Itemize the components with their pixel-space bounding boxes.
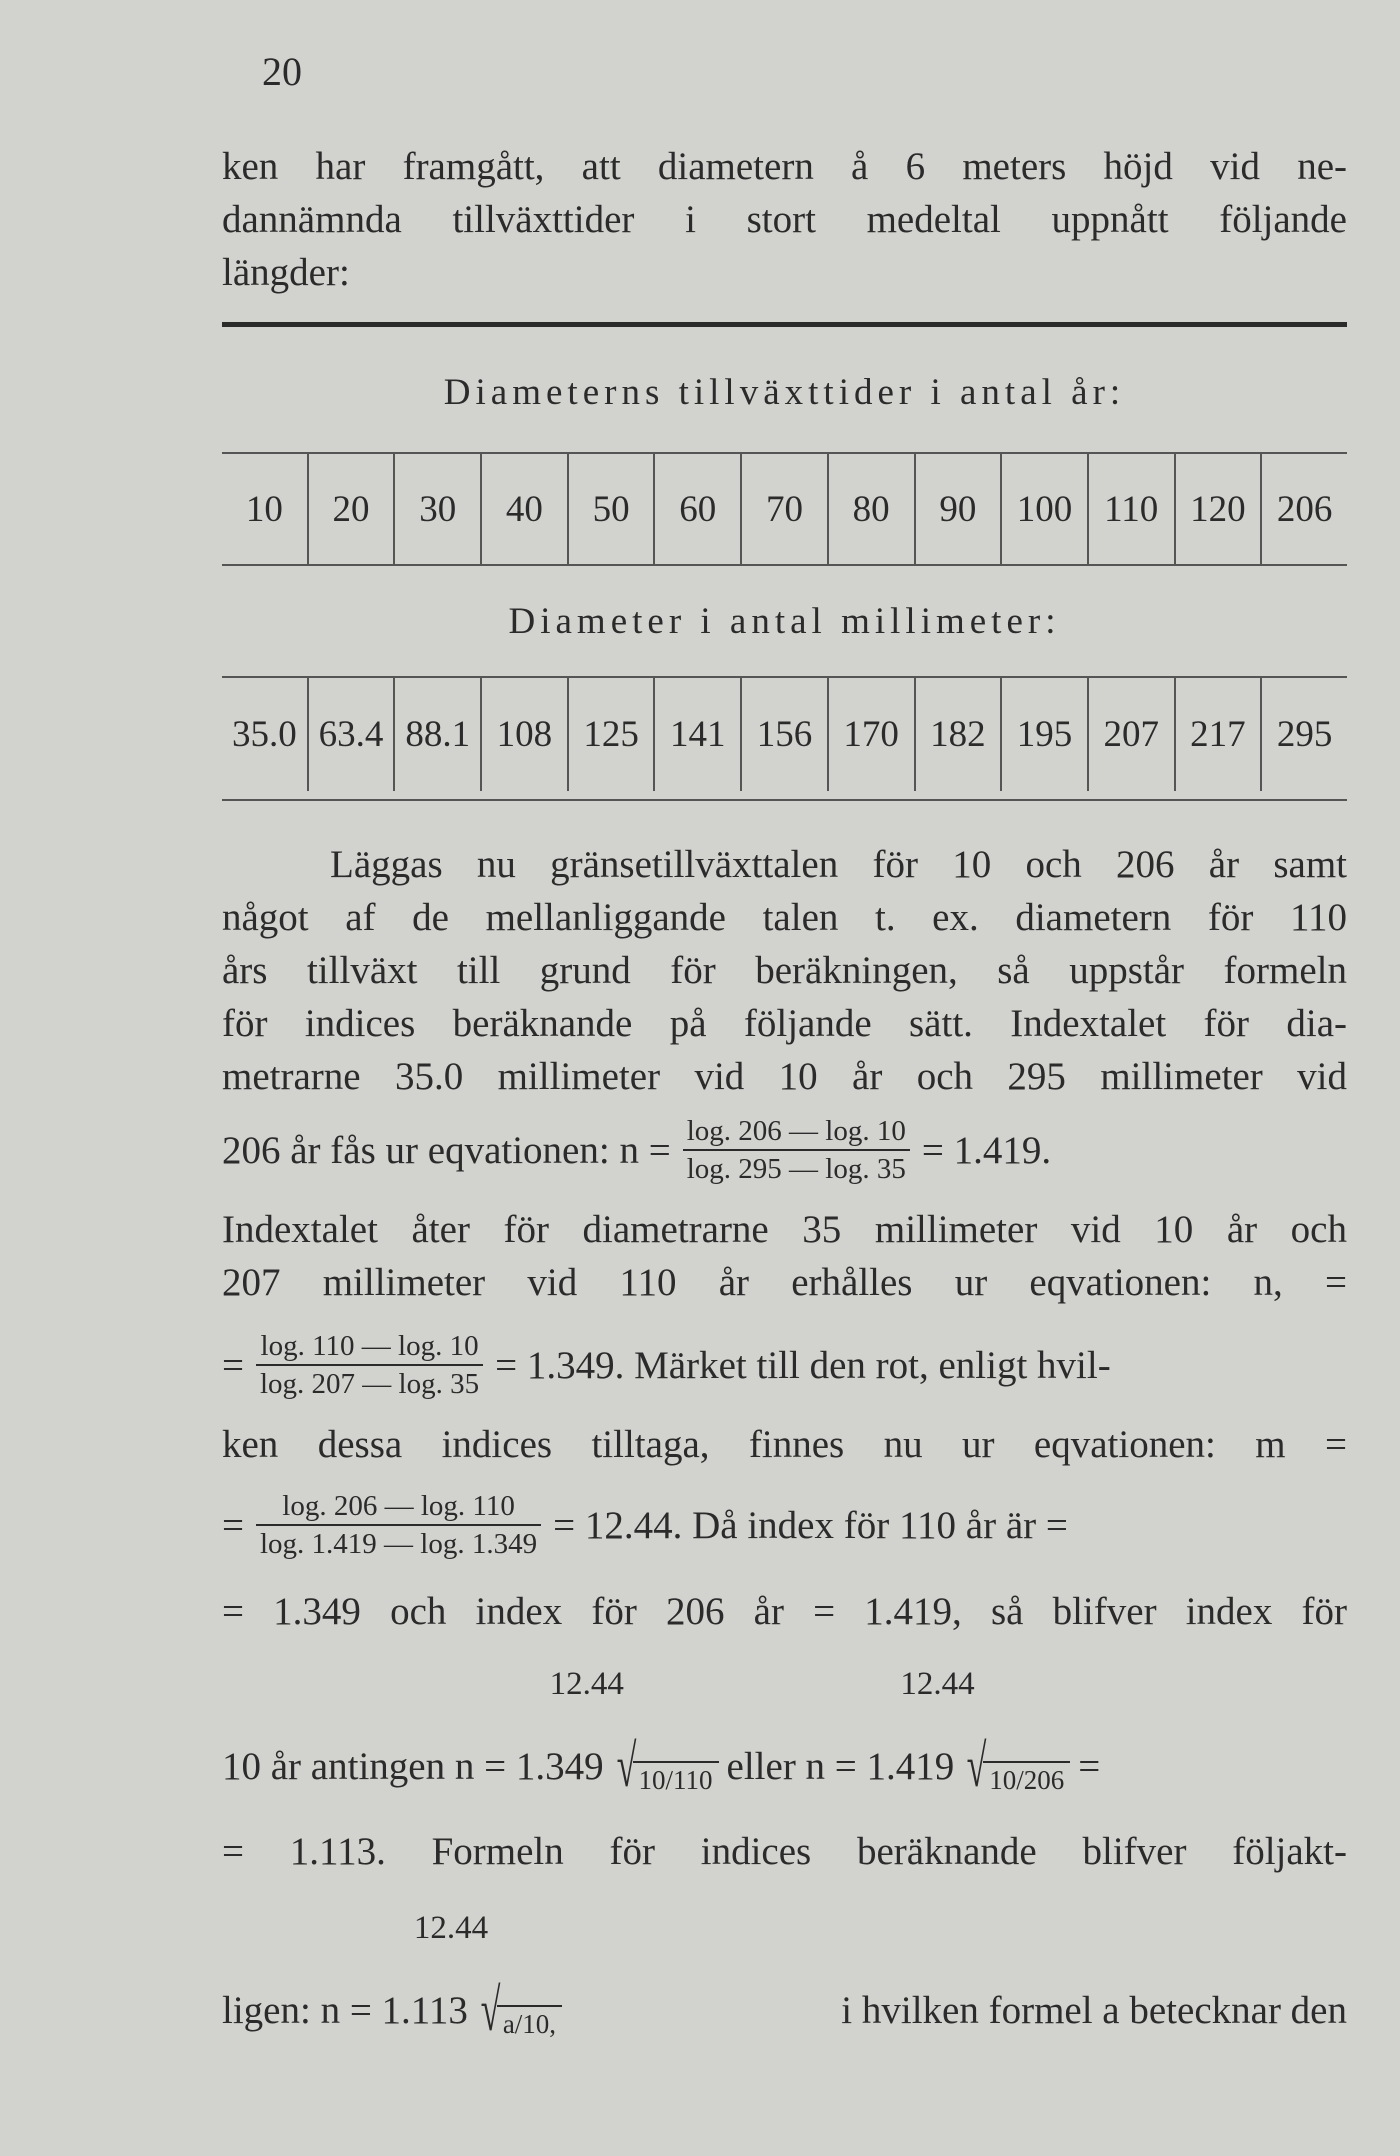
eq4-root-2 [900,1666,1070,1799]
table-row-years [222,454,1347,564]
p2-line-1: Läggas nu gränsetillväxttalen för 10 och 206 år samt [330,843,1347,886]
table-cell-diameter: 195 [1000,678,1087,791]
table-cell-year: 60 [653,454,740,564]
paragraph-2 [222,838,1347,1103]
eq5-root [413,1910,562,2043]
p2-line-3: års tillväxt till grund för beräkningen, så uppstår formeln [222,949,1347,992]
eq4-root-1 [549,1666,719,1799]
eq4-root-1-index: 12.44 [549,1666,624,1702]
eq3-post: = 12.44. Då index för 110 år är = [553,1503,1068,1547]
eq1-fraction [683,1113,910,1187]
p2-line-4: för indices beräknande på följande sätt. Indextalet för dia- [222,1002,1347,1045]
table-header-years: Diameterns tillväxttider i antal år: [443,371,1126,413]
table-cell-year: 70 [740,454,827,564]
intro-paragraph [222,140,1347,299]
p2-line-5: metrarne 35.0 millimeter vid 10 år och 295 millimeter vid [222,1055,1347,1098]
table-cell-year: 110 [1087,454,1174,564]
intro-line-1: ken har framgått, att diametern å 6 meters höjd vid ne- [222,145,1347,188]
table-cell-diameter: 182 [914,678,1001,791]
eq4-radicand-2: 10/206 [983,1761,1070,1796]
table-row-diameters [222,678,1347,791]
eq1-post: = 1.419. [921,1128,1052,1172]
eq2-pre: = [222,1343,244,1387]
equation-5 [222,1910,1347,2058]
intro-line-3: längder: [222,251,350,294]
eq1-denominator: log. 295 — log. 35 [683,1149,910,1187]
table-cell-diameter: 156 [740,678,827,791]
equation-2 [222,1330,1347,1400]
eq4-mid: eller n = 1.419 [726,1744,955,1788]
eq2-fraction [256,1328,483,1402]
growth-table [222,322,1347,801]
table-cell-year: 30 [393,454,480,564]
eq1-numerator: log. 206 — log. 10 [686,1115,906,1147]
eq2-numerator: log. 110 — log. 10 [260,1330,479,1362]
equation-3 [222,1490,1347,1560]
line-formeln-text: = 1.113. Formeln för indices beräknande blifver följakt- [222,1830,1347,1873]
line-and [222,1585,1347,1638]
line-and-text: = 1.349 och index för 206 år = 1.419, så blifver index för [222,1590,1347,1633]
p3-line-2: 207 millimeter vid 110 år erhålles ur eqvationen: n, = [222,1261,1347,1304]
eq4-post: = [1078,1744,1101,1788]
table-cell-year: 50 [567,454,654,564]
table-cell-diameter: 217 [1174,678,1261,791]
eq5-pre: ligen: n = 1.113 [222,1988,468,2032]
table-cell-diameter: 141 [653,678,740,791]
eq3-fraction [256,1488,541,1562]
eq3-denominator: log. 1.419 — log. 1.349 [256,1524,541,1562]
table-cell-diameter: 125 [567,678,654,791]
equation-4 [222,1666,1347,1814]
table-cell-year: 80 [827,454,914,564]
table-cell-year: 120 [1174,454,1261,564]
table-cell-diameter: 35.0 [231,714,297,755]
table-cell-year: 90 [914,454,1001,564]
table-cell-year: 10 [245,488,283,530]
p4-line-1: ken dessa indices tilltaga, finnes nu ur eqvationen: m = [222,1423,1347,1466]
eq4-root-2-index: 12.44 [900,1666,975,1702]
table-cell-year: 206 [1260,454,1347,564]
eq5-radicand: a/10, [497,2005,562,2040]
radical-icon: √ [616,1733,636,1799]
eq5-root-index: 12.44 [413,1910,489,1946]
eq3-numerator: log. 206 — log. 110 [282,1490,515,1522]
table-cell-diameter: 88.1 [393,678,480,791]
table-cell-year: 40 [480,454,567,564]
table-cell-diameter: 63.4 [307,678,394,791]
table-cell-year: 20 [307,454,394,564]
eq4-radicand-1: 10/110 [633,1761,719,1796]
equation-1 [222,1115,1347,1185]
table-header-diameters: Diameter i antal millimeter: [508,600,1061,642]
radical-icon: √ [966,1733,987,1799]
eq3-pre: = [222,1503,244,1547]
eq2-post: = 1.349. Märket till den rot, enligt hvil- [495,1343,1111,1387]
table-cell-diameter: 170 [827,678,914,791]
table-cell-year: 100 [1000,454,1087,564]
line-formeln [222,1825,1347,1878]
table-cell-diameter: 207 [1087,678,1174,791]
intro-line-2: dannämnda tillväxttider i stort medeltal uppnått följande [222,198,1347,241]
table-cell-diameter: 108 [480,678,567,791]
eq2-denominator: log. 207 — log. 35 [256,1364,483,1402]
paragraph-4 [222,1418,1347,1471]
eq5-post: i hvilken formel a betecknar den [841,1988,1347,2032]
paragraph-3 [222,1203,1347,1309]
eq4-pre: 10 år antingen n = 1.349 [222,1744,604,1788]
page-number: 20 [262,49,302,94]
eq1-pre: 206 år fås ur eqvationen: n = [222,1128,671,1172]
table-cell-diameter: 295 [1260,678,1347,791]
radical-icon: √ [480,1977,501,2043]
p2-line-2: något af de mellanliggande talen t. ex. diametern för 110 [222,896,1347,939]
p3-line-1: Indextalet åter för diametrarne 35 millimeter vid 10 år och [222,1208,1347,1251]
